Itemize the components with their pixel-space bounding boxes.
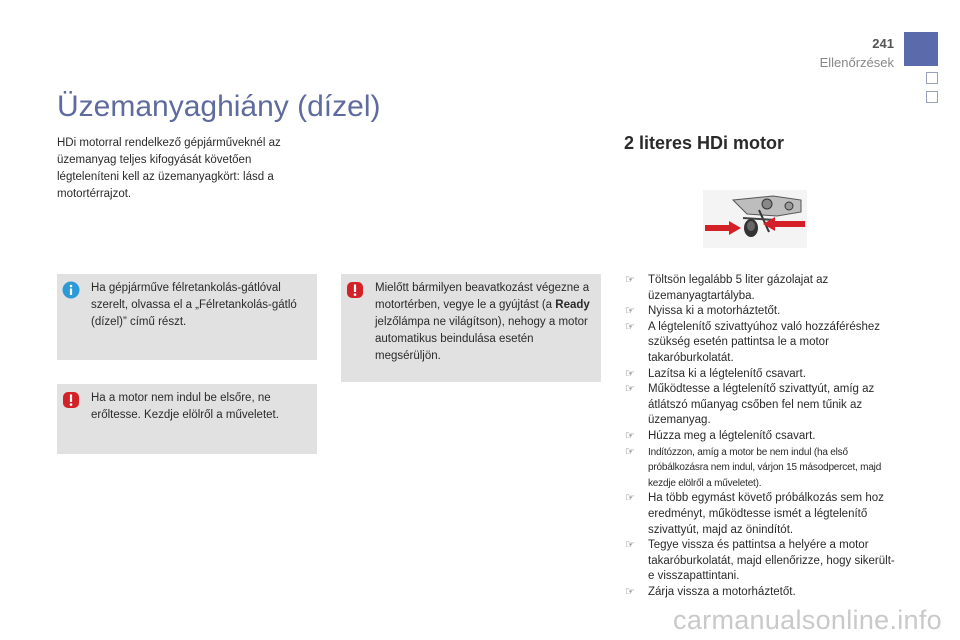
arrow-bullet-icon: ☞ bbox=[625, 305, 635, 318]
step-text: Tegye vissza és pattintsa a helyére a motor takaróburkolatát, majd ellenőrizze, hogy sikerült-e visszapattintani. bbox=[648, 539, 895, 583]
warning-icon bbox=[346, 281, 364, 299]
info-box-text: Ha gépjárműve félretankolás-gátlóval szerelt, olvassa el a „Félretankolás-gátló (dízel)” című részt. bbox=[91, 282, 297, 328]
warning-text-before: Mielőtt bármilyen beavatkozást végezne a motortérben, vegye le a gyújtást (a bbox=[375, 282, 590, 311]
step-item bbox=[624, 273, 899, 304]
section-subtitle: 2 literes HDi motor bbox=[624, 133, 785, 153]
step-text: Húzza meg a légtelenítő csavart. bbox=[648, 429, 816, 442]
step-item bbox=[624, 538, 899, 585]
step-text: Lazítsa ki a légtelenítő csavart. bbox=[648, 367, 806, 380]
warning-text-after: jelzőlámpa ne világítson), nehogy a motor automatikus beindulása esetén megsérüljön. bbox=[375, 316, 588, 362]
arrow-bullet-icon: ☞ bbox=[625, 539, 635, 552]
step-item bbox=[624, 429, 899, 445]
step-text: Nyissa ki a motorháztetőt. bbox=[648, 305, 781, 318]
watermark: carmanualsonline.info bbox=[673, 605, 942, 635]
warning-box-engine-start bbox=[57, 384, 317, 454]
info-icon bbox=[62, 281, 80, 299]
step-item bbox=[624, 367, 899, 383]
step-item bbox=[624, 585, 899, 601]
step-item bbox=[624, 304, 899, 320]
arrow-bullet-icon: ☞ bbox=[625, 429, 635, 442]
step-item bbox=[624, 491, 899, 538]
warning-box-ignition bbox=[341, 274, 601, 382]
warning-box-ignition-text bbox=[375, 280, 593, 365]
step-item bbox=[624, 445, 899, 492]
section-tab-box-1 bbox=[926, 72, 938, 84]
step-text: Töltsön legalább 5 liter gázolajat az üzemanyagtartályba. bbox=[648, 274, 829, 302]
arrow-bullet-icon: ☞ bbox=[625, 492, 635, 505]
arrow-bullet-icon: ☞ bbox=[625, 274, 635, 286]
arrow-bullet-icon: ☞ bbox=[625, 367, 635, 380]
arrow-bullet-icon: ☞ bbox=[625, 320, 635, 333]
arrow-bullet-icon: ☞ bbox=[625, 383, 635, 396]
warning-icon bbox=[62, 391, 80, 409]
step-text: Indítózzon, amíg a motor be nem indul (ha első próbálkozásra nem indul, várjon 15 másodpercet, majd kezdje elölről a műveletet). bbox=[648, 446, 882, 489]
bleed-pump-illustration bbox=[703, 190, 807, 248]
page-title: Üzemanyaghiány (dízel) bbox=[57, 90, 381, 123]
step-item bbox=[624, 320, 899, 367]
section-tab-box-2 bbox=[926, 91, 938, 103]
page-number: 241 bbox=[872, 36, 894, 51]
step-text: Működtesse a légtelenítő szivattyút, amíg az átlátszó műanyag csőben fel nem tűnik az üzemanyag. bbox=[648, 383, 875, 427]
procedure-steps bbox=[624, 273, 899, 600]
intro-paragraph: HDi motorral rendelkező gépjárműveknél az üzemanyag teljes kifogyását követően légteleníteni kell az üzemanyagkört: lásd a motortérrajzot. bbox=[57, 137, 281, 200]
arrow-bullet-icon: ☞ bbox=[625, 445, 635, 458]
step-text: Zárja vissza a motorháztetőt. bbox=[648, 585, 796, 598]
ready-indicator-label: Ready bbox=[555, 299, 590, 311]
step-text: A légtelenítő szivattyúhoz való hozzáféréshez szükség esetén pattintsa le a motor takaróburkolatát. bbox=[648, 320, 881, 364]
arrow-bullet-icon: ☞ bbox=[625, 585, 635, 598]
warning-box-engine-start-text: Ha a motor nem indul be elsőre, ne erőltesse. Kezdje elölről a műveletet. bbox=[91, 392, 279, 421]
step-text: Ha több egymást követő próbálkozás sem hoz eredményt, működtesse ismét a légtelenítő szivattyút, majd az önindítót. bbox=[648, 492, 884, 536]
info-box bbox=[57, 274, 317, 360]
section-tab-block bbox=[904, 32, 938, 66]
step-item bbox=[624, 382, 899, 429]
section-name: Ellenőrzések bbox=[819, 55, 894, 70]
